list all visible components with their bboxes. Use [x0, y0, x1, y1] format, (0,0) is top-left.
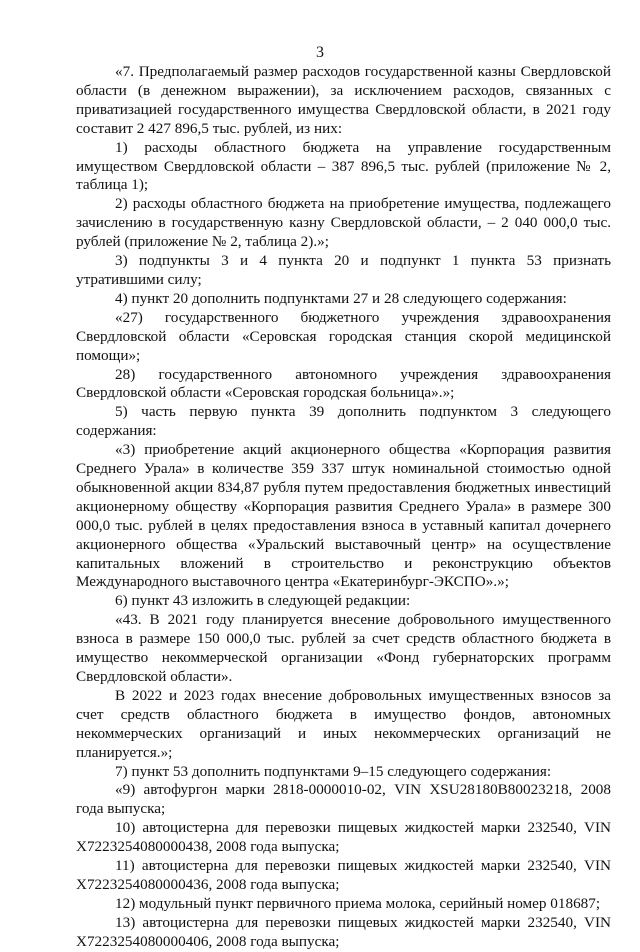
paragraph-subitem-12: 12) модульный пункт первичного приема молока, серийный номер 018687; — [115, 894, 601, 912]
paragraph-item-1: 1) расходы областного бюджета на управление государственным имуществом Свердловской области – 387 896,5 тыс. рублей (приложение № 2, таблица 1); — [76, 138, 611, 194]
paragraph-point-43: «43. В 2021 году планируется внесение добровольного имущественного взноса в размере 150 000,0 тыс. рублей за счет средств областного бюджета в имущество некоммерческой организации «Фонд губернаторских программ Свердловской области». — [76, 611, 611, 685]
paragraph-item-4: 4) пункт 20 дополнить подпунктами 27 и 28 следующего содержания: — [115, 289, 567, 307]
paragraph-subitem-27: «27) государственного бюджетного учреждения здравоохранения Свердловской области «Серовская городская станция скорой медицинской помощи»; — [76, 308, 611, 364]
paragraph-item-6: 6) пункт 43 изложить в следующей редакции: — [115, 592, 411, 610]
paragraph-subitem-28: 28) государственного автономного учреждения здравоохранения Свердловской области «Серовская городская больница».»; — [76, 365, 611, 402]
paragraph-subitem-11: 11) автоцистерна для перевозки пищевых жидкостей марки 232540, VIN X7223254080000436, 2008 года выпуска; — [76, 857, 611, 893]
paragraph-amendment-7-intro: «7. Предполагаемый размер расходов государственной казны Свердловской области (в денежном выражении), за исключением расходов, связанных с приватизацией государственного имущества Свердловской области, в 2021 году составит 2 427 896,5 тыс. рублей, из них: — [76, 63, 611, 137]
paragraph-subitem-13: 13) автоцистерна для перевозки пищевых жидкостей марки 232540, VIN X7223254080000406, 2008 года выпуска; — [76, 913, 611, 950]
paragraph-item-2: 2) расходы областного бюджета на приобретение имущества, подлежащего зачислению в государственную казну Свердловской области, – 2 040 000,0 тыс. рублей (приложение № 2, таблица 2).»; — [76, 195, 611, 251]
paragraph-item-5: 5) часть первую пункта 39 дополнить подпунктом 3 следующего содержания: — [76, 403, 611, 440]
paragraph-item-7: 7) пункт 53 дополнить подпунктами 9–15 следующего содержания: — [115, 762, 552, 780]
document-body — [76, 63, 611, 952]
page-number: 3 — [316, 44, 324, 61]
paragraph-subitem-9: «9) автофургон марки 2818-0000010-02, VIN XSU28180B80023218, 2008 года выпуска; — [76, 781, 611, 818]
paragraph-subitem-10: 10) автоцистерна для перевозки пищевых жидкостей марки 232540, VIN X7223254080000438, 2008 года выпуска; — [76, 819, 611, 856]
paragraph-subitem-3: «3) приобретение акций акционерного общества «Корпорация развития Среднего Урала» в количестве 359 337 штук номинальной стоимостью одной обыкновенной акции 834,87 рубля путем предоставления бюджетных инвестиций акционерному обществу «Корпорация развития Среднего Урала» в размере 300 000,0 тыс. рублей в целях предоставления взноса в уставный капитал дочернего акционерного общества «Уральский выставочный центр» на осуществление капитальных вложений в строительство и реконструкцию объектов Международного выставочного центра «Екатеринбург-ЭКСПО».»; — [76, 441, 611, 591]
paragraph-item-3: 3) подпункты 3 и 4 пункта 20 и подпункт 1 пункта 53 признать утратившими силу; — [76, 252, 611, 288]
paragraph-point-43-cont: В 2022 и 2023 годах внесение добровольных имущественных взносов за счет средств областного бюджета в имущество фондов, автономных некоммерческих организаций и иных некоммерческих организаций не планируется.»; — [76, 686, 611, 761]
